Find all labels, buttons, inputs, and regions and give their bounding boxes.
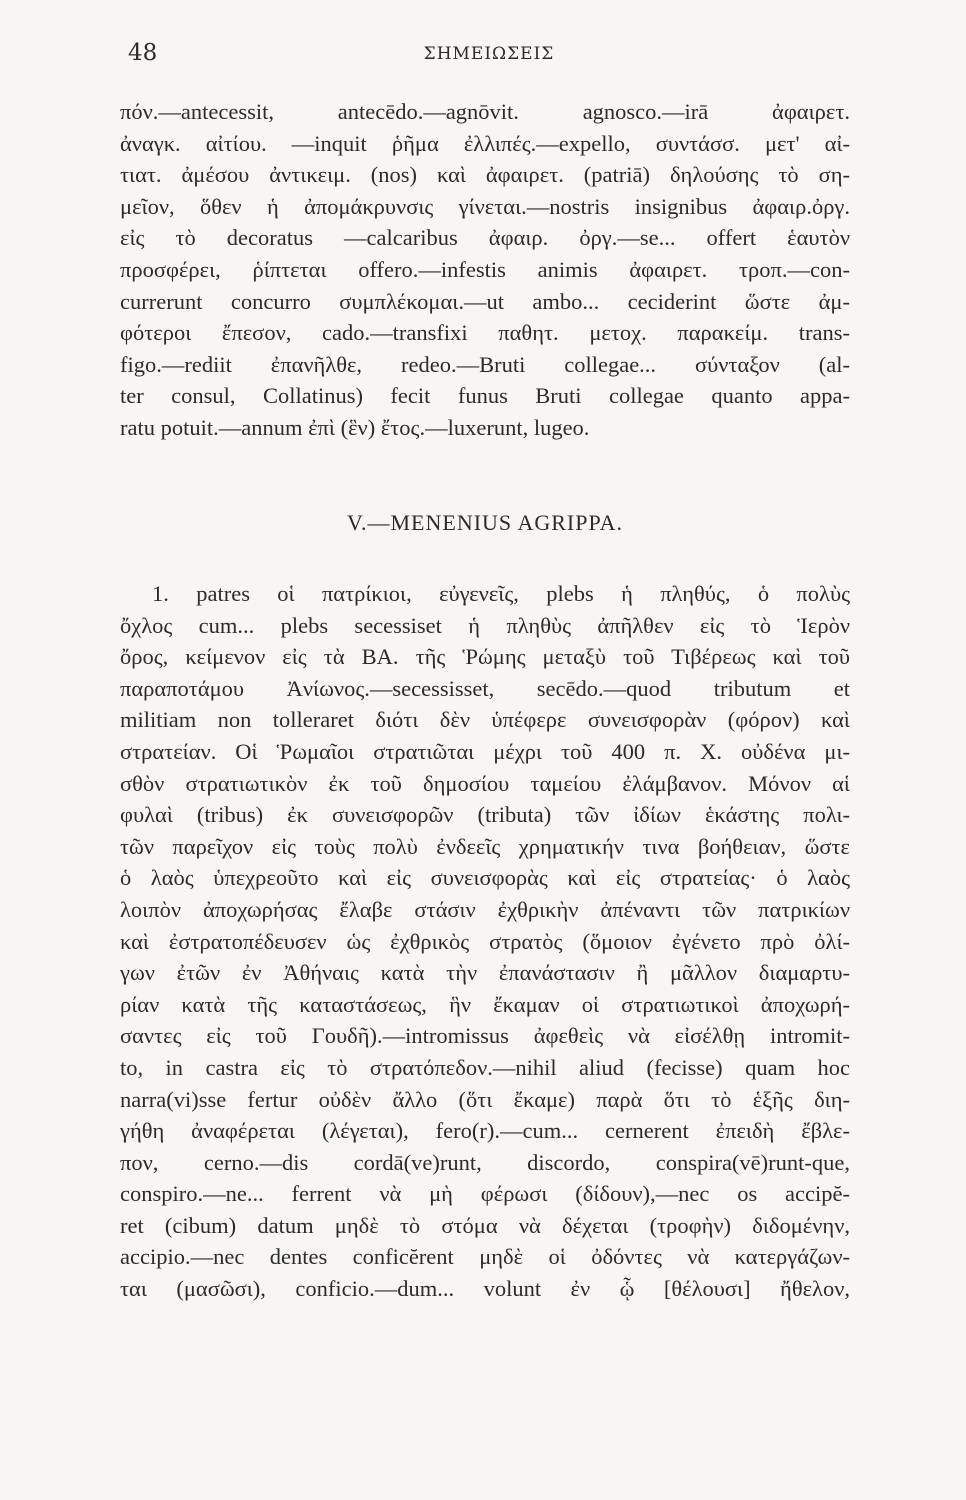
text-line: καὶ ἐστρατοπέδευσεν ὡς ἐχθρικὸς στρατὸς (ὅμοιον ἐγένετο πρὸ ὀλί- [120, 928, 850, 954]
text-line: ρίαν κατὰ τῆς καταστάσεως, ἣν ἔκαμαν οἱ στρατιωτικοὶ ἀποχωρή- [120, 991, 850, 1017]
page-number: 48 [128, 40, 158, 66]
section-paragraph [120, 578, 850, 1305]
text-line: προσφέρει, ῥίπτεται offero.—infestis animis ἀφαιρετ. τροπ.—con- [120, 256, 850, 282]
text-line: ὄχλος cum... plebs secessiset ἡ πληθὺς ἀπῆλθεν εἰς τὸ Ἱερὸν [120, 612, 850, 638]
text-line: παραποτάμου Ἀνίωνος.—secessisset, secēdo.—quod tributum et [120, 675, 850, 701]
text-line: conspiro.—ne... ferrent νὰ μὴ φέρωσι (δίδουν),—nec os accipĕ- [120, 1181, 850, 1207]
text-line: to, in castra εἰς τὸ στρατόπεδον.—nihil aliud (fecisse) quam hoc [120, 1054, 850, 1080]
text-line: ter consul, Collatinus) fecit funus Bruti collegae quanto appa- [120, 383, 850, 409]
text-line: ὄρος, κείμενον εἰς τὰ ΒΑ. τῆς Ῥώμης μεταξὺ τοῦ Τιβέρεως καὶ τοῦ [120, 644, 850, 670]
text-line: ὁ λαὸς ὑπεχρεοῦτο καὶ εἰς συνεισφορὰς καὶ εἰς στρατείας· ὁ λαὸς [120, 865, 850, 891]
page-header [128, 40, 850, 80]
text-line: γων ἐτῶν ἐν Ἀθήναις κατὰ τὴν ἐπανάστασιν ἢ μᾶλλον διαμαρτυ- [120, 960, 850, 986]
text-line: militiam non tolleraret διότι δὲν ὑπέφερε συνεισφορὰν (φόρον) καὶ [120, 707, 850, 733]
text-line: ratu potuit.—annum ἐπὶ (ἓν) ἔτος.—luxerunt, lugeo. [120, 414, 590, 440]
text-line: πον, cerno.—dis cordā(ve)runt, discordo, conspira(vē)runt-que, [120, 1149, 850, 1175]
text-line: ται (μασῶσι), conficio.—dum... volunt ἐν ᾧ [θέλουσι] ἤθελον, [120, 1276, 850, 1302]
text-line: narra(vi)sse fertur οὐδὲν ἄλλο (ὅτι ἔκαμε) παρὰ ὅτι τὸ ἑξῆς διη- [120, 1086, 850, 1112]
text-line: φυλαὶ (tribus) ἐκ συνεισφορῶν (tributa) τῶν ἰδίων ἑκάστης πολι- [120, 802, 850, 828]
text-line: σαντες εἰς τοῦ Γουδῆ).—intromissus ἀφεθεὶς νὰ εἰσέλθῃ intromit- [120, 1023, 850, 1049]
text-line: γήθη ἀναφέρεται (λέγεται), fero(r).—cum... cernerent ἐπειδὴ ἔβλε- [120, 1118, 850, 1144]
text-line: 1. patres οἱ πατρίκιοι, εὐγενεῖς, plebs ἡ πληθύς, ὁ πολὺς [152, 581, 850, 606]
text-line: τιατ. ἀμέσου ἀντικειμ. (nos) καὶ ἀφαιρετ. (patriā) δηλούσης τὸ ση- [120, 162, 850, 188]
text-line: ἀναγκ. αἰτίου. —inquit ῥῆμα ἐλλιπές.—expello, συντάσσ. μετ' αἰ- [120, 130, 850, 156]
text-line: εἰς τὸ decoratus —calcaribus ἀφαιρ. ὀργ.—se... offert ἑαυτὸν [120, 225, 850, 251]
text-line: τῶν παρεῖχον εἰς τοὺς πολὺ ἐνδεεῖς χρηματικήν τινα βοήθειαν, ὥστε [120, 833, 850, 859]
text-line: accipio.—nec dentes conficĕrent μηδὲ οἱ ὀδόντες νὰ κατεργάζων- [120, 1244, 850, 1270]
section-heading: V.—MENENIUS AGRIPPA. [346, 510, 624, 535]
text-line: πόν.—antecessit, antecēdo.—agnōvit. agnosco.—irā ἀφαιρετ. [120, 99, 850, 124]
text-line: φότεροι ἔπεσον, cado.—transfixi παθητ. μετοχ. παρακείμ. trans- [120, 320, 850, 346]
running-head: ΣΗΜΕΙΩΣΕΙΣ [423, 44, 555, 64]
notes-paragraph [120, 96, 850, 444]
text-line: figo.—rediit ἐπανῆλθε, redeo.—Bruti collegae... σύνταξον (al- [120, 351, 850, 377]
text-line: ret (cibum) datum μηδὲ τὸ στόμα νὰ δέχεται (τροφὴν) διδομένην, [120, 1212, 850, 1238]
text-line: μεῖον, ὅθεν ἡ ἀπομάκρυνσις γίνεται.—nostris insignibus ἀφαιρ.ὀργ. [120, 193, 850, 219]
text-line: λοιπὸν ἀποχωρήσας ἔλαβε στάσιν ἐχθρικὴν ἀπέναντι τῶν πατρικίων [120, 896, 850, 922]
text-line: currerunt concurro συμπλέκομαι.—ut ambo... ceciderint ὥστε ἀμ- [120, 288, 850, 314]
text-line: σθὸν στρατιωτικὸν ἐκ τοῦ δημοσίου ταμείου ἐλάμβανον. Μόνον αἱ [120, 770, 850, 796]
text-line: στρατείαν. Οἱ Ῥωμαῖοι στρατιῶται μέχρι τοῦ 400 π. Χ. οὐδένα μι- [120, 738, 850, 764]
